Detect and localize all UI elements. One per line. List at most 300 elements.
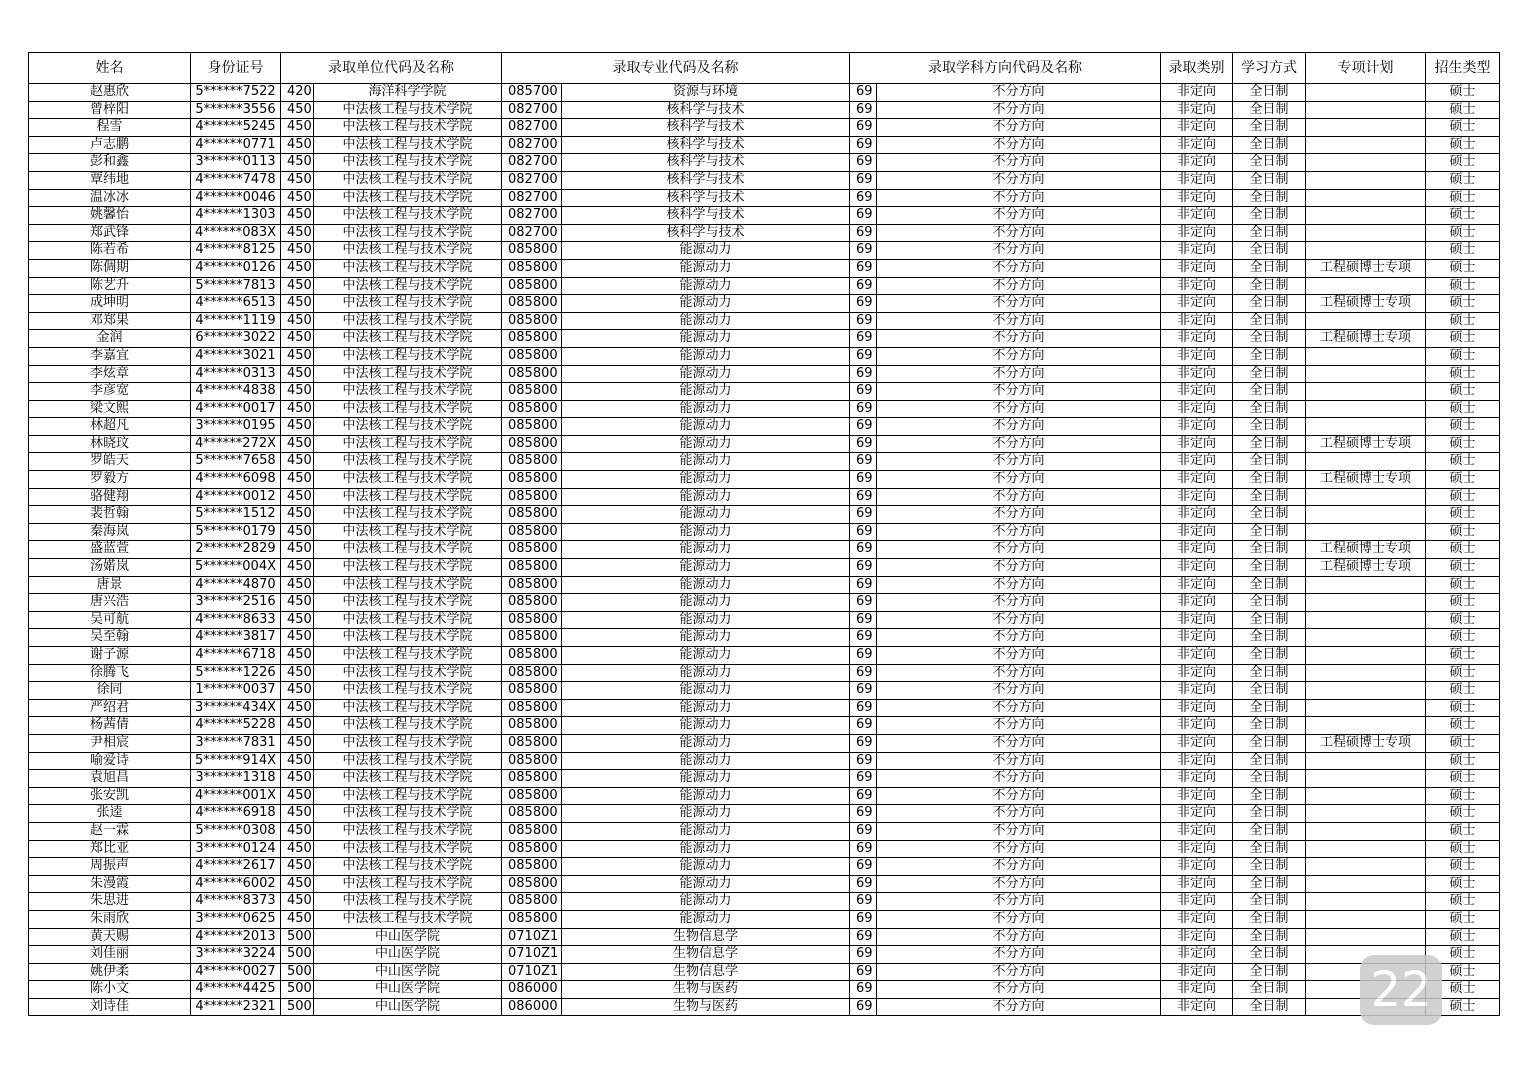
cell-name: 梁文熙 [29, 400, 191, 418]
table-row [29, 840, 1500, 858]
cell-major-name: 能源动力 [562, 559, 850, 577]
cell-study-mode: 全日制 [1233, 805, 1306, 823]
cell-id-number: 4******4870 [191, 576, 281, 594]
cell-name: 姚伊柔 [29, 963, 191, 981]
cell-special-plan [1306, 840, 1426, 858]
cell-direction-name: 不分方向 [877, 647, 1161, 665]
cell-unit-code: 450 [281, 312, 314, 330]
cell-unit-name: 中法核工程与技术学院 [314, 717, 502, 735]
cell-unit-code: 450 [281, 330, 314, 348]
cell-direction-code: 69 [850, 840, 877, 858]
cell-category: 非定向 [1161, 787, 1233, 805]
cell-major-code: 085800 [502, 506, 562, 524]
cell-id-number: 3******0124 [191, 840, 281, 858]
cell-direction-name: 不分方向 [877, 981, 1161, 999]
cell-name: 刘诗佳 [29, 998, 191, 1016]
cell-major-code: 085800 [502, 805, 562, 823]
cell-direction-code: 69 [850, 224, 877, 242]
table-row [29, 312, 1500, 330]
cell-unit-name: 中法核工程与技术学院 [314, 119, 502, 137]
cell-id-number: 5******3556 [191, 101, 281, 119]
cell-enroll-type: 硕士 [1426, 418, 1500, 436]
cell-name: 骆健翔 [29, 488, 191, 506]
cell-special-plan [1306, 576, 1426, 594]
cell-unit-code: 450 [281, 734, 314, 752]
cell-special-plan [1306, 787, 1426, 805]
header-unit: 录取单位代码及名称 [281, 53, 502, 84]
table-row [29, 418, 1500, 436]
cell-unit-name: 中法核工程与技术学院 [314, 171, 502, 189]
cell-major-code: 085800 [502, 910, 562, 928]
cell-unit-name: 中法核工程与技术学院 [314, 664, 502, 682]
cell-id-number: 1******0037 [191, 682, 281, 700]
cell-unit-name: 中山医学院 [314, 981, 502, 999]
cell-enroll-type: 硕士 [1426, 435, 1500, 453]
table-row [29, 875, 1500, 893]
cell-study-mode: 全日制 [1233, 858, 1306, 876]
cell-study-mode: 全日制 [1233, 365, 1306, 383]
cell-direction-name: 不分方向 [877, 699, 1161, 717]
cell-unit-code: 450 [281, 875, 314, 893]
cell-category: 非定向 [1161, 242, 1233, 260]
cell-major-code: 082700 [502, 154, 562, 172]
table-row [29, 277, 1500, 295]
cell-category: 非定向 [1161, 594, 1233, 612]
cell-direction-name: 不分方向 [877, 822, 1161, 840]
table-row [29, 858, 1500, 876]
cell-direction-code: 69 [850, 277, 877, 295]
cell-id-number: 4******6513 [191, 295, 281, 313]
cell-major-code: 085800 [502, 594, 562, 612]
cell-name: 朱雨欣 [29, 910, 191, 928]
cell-unit-name: 中法核工程与技术学院 [314, 506, 502, 524]
cell-major-name: 能源动力 [562, 752, 850, 770]
cell-major-code: 085800 [502, 787, 562, 805]
cell-unit-code: 450 [281, 365, 314, 383]
cell-enroll-type: 硕士 [1426, 347, 1500, 365]
cell-study-mode: 全日制 [1233, 277, 1306, 295]
cell-direction-code: 69 [850, 84, 877, 102]
cell-major-name: 核科学与技术 [562, 101, 850, 119]
cell-special-plan [1306, 682, 1426, 700]
table-row [29, 928, 1500, 946]
cell-major-code: 086000 [502, 998, 562, 1016]
cell-study-mode: 全日制 [1233, 453, 1306, 471]
cell-unit-name: 中法核工程与技术学院 [314, 295, 502, 313]
cell-unit-code: 450 [281, 435, 314, 453]
cell-study-mode: 全日制 [1233, 400, 1306, 418]
cell-name: 吴至翰 [29, 629, 191, 647]
cell-study-mode: 全日制 [1233, 629, 1306, 647]
cell-special-plan [1306, 119, 1426, 137]
cell-major-name: 能源动力 [562, 418, 850, 436]
cell-direction-code: 69 [850, 312, 877, 330]
cell-unit-name: 海洋科学学院 [314, 84, 502, 102]
cell-unit-code: 450 [281, 787, 314, 805]
cell-direction-name: 不分方向 [877, 682, 1161, 700]
cell-special-plan [1306, 136, 1426, 154]
table-row [29, 383, 1500, 401]
cell-category: 非定向 [1161, 998, 1233, 1016]
cell-enroll-type: 硕士 [1426, 84, 1500, 102]
cell-major-code: 085800 [502, 418, 562, 436]
cell-unit-name: 中法核工程与技术学院 [314, 189, 502, 207]
cell-direction-name: 不分方向 [877, 928, 1161, 946]
cell-direction-name: 不分方向 [877, 418, 1161, 436]
cell-study-mode: 全日制 [1233, 119, 1306, 137]
cell-major-code: 086000 [502, 981, 562, 999]
cell-unit-code: 500 [281, 981, 314, 999]
cell-unit-code: 450 [281, 576, 314, 594]
cell-enroll-type: 硕士 [1426, 453, 1500, 471]
cell-enroll-type: 硕士 [1426, 400, 1500, 418]
cell-unit-code: 450 [281, 383, 314, 401]
cell-unit-name: 中法核工程与技术学院 [314, 453, 502, 471]
cell-direction-name: 不分方向 [877, 611, 1161, 629]
cell-major-name: 生物信息学 [562, 963, 850, 981]
cell-study-mode: 全日制 [1233, 259, 1306, 277]
cell-major-name: 能源动力 [562, 330, 850, 348]
cell-study-mode: 全日制 [1233, 787, 1306, 805]
cell-direction-code: 69 [850, 576, 877, 594]
cell-major-name: 核科学与技术 [562, 224, 850, 242]
table-row [29, 893, 1500, 911]
cell-direction-name: 不分方向 [877, 770, 1161, 788]
table-row [29, 963, 1500, 981]
cell-enroll-type: 硕士 [1426, 770, 1500, 788]
cell-direction-name: 不分方向 [877, 946, 1161, 964]
cell-unit-name: 中法核工程与技术学院 [314, 805, 502, 823]
cell-unit-code: 450 [281, 136, 314, 154]
cell-id-number: 5******7658 [191, 453, 281, 471]
cell-direction-code: 69 [850, 523, 877, 541]
cell-direction-name: 不分方向 [877, 805, 1161, 823]
cell-name: 张逵 [29, 805, 191, 823]
cell-special-plan: 工程硕博士专项 [1306, 541, 1426, 559]
table-row [29, 682, 1500, 700]
cell-special-plan [1306, 84, 1426, 102]
cell-major-name: 生物信息学 [562, 928, 850, 946]
cell-special-plan [1306, 365, 1426, 383]
table-row [29, 330, 1500, 348]
cell-direction-code: 69 [850, 752, 877, 770]
cell-name: 唐兴浩 [29, 594, 191, 612]
cell-major-name: 能源动力 [562, 541, 850, 559]
cell-unit-code: 450 [281, 154, 314, 172]
cell-direction-name: 不分方向 [877, 224, 1161, 242]
table-row [29, 752, 1500, 770]
cell-unit-name: 中法核工程与技术学院 [314, 858, 502, 876]
cell-direction-name: 不分方向 [877, 594, 1161, 612]
cell-direction-code: 69 [850, 541, 877, 559]
cell-study-mode: 全日制 [1233, 471, 1306, 489]
cell-enroll-type: 硕士 [1426, 699, 1500, 717]
cell-study-mode: 全日制 [1233, 207, 1306, 225]
cell-id-number: 3******3224 [191, 946, 281, 964]
cell-enroll-type: 硕士 [1426, 682, 1500, 700]
cell-category: 非定向 [1161, 207, 1233, 225]
cell-category: 非定向 [1161, 347, 1233, 365]
cell-major-code: 085800 [502, 383, 562, 401]
cell-direction-name: 不分方向 [877, 752, 1161, 770]
cell-unit-code: 450 [281, 347, 314, 365]
cell-major-code: 082700 [502, 224, 562, 242]
cell-name: 曾梓阳 [29, 101, 191, 119]
cell-major-code: 082700 [502, 189, 562, 207]
cell-unit-code: 450 [281, 207, 314, 225]
cell-category: 非定向 [1161, 963, 1233, 981]
cell-study-mode: 全日制 [1233, 171, 1306, 189]
cell-unit-code: 500 [281, 963, 314, 981]
cell-category: 非定向 [1161, 365, 1233, 383]
cell-direction-code: 69 [850, 295, 877, 313]
cell-enroll-type: 硕士 [1426, 629, 1500, 647]
table-row [29, 189, 1500, 207]
cell-major-code: 085800 [502, 840, 562, 858]
cell-name: 李炫章 [29, 365, 191, 383]
cell-unit-name: 中法核工程与技术学院 [314, 734, 502, 752]
table-row [29, 541, 1500, 559]
cell-unit-name: 中法核工程与技术学院 [314, 699, 502, 717]
cell-category: 非定向 [1161, 488, 1233, 506]
cell-enroll-type: 硕士 [1426, 101, 1500, 119]
cell-unit-code: 450 [281, 840, 314, 858]
cell-category: 非定向 [1161, 822, 1233, 840]
cell-category: 非定向 [1161, 734, 1233, 752]
cell-enroll-type: 硕士 [1426, 119, 1500, 137]
table-row [29, 488, 1500, 506]
cell-enroll-type: 硕士 [1426, 594, 1500, 612]
cell-study-mode: 全日制 [1233, 840, 1306, 858]
cell-study-mode: 全日制 [1233, 752, 1306, 770]
cell-direction-code: 69 [850, 242, 877, 260]
cell-name: 卢志鹏 [29, 136, 191, 154]
table-row [29, 717, 1500, 735]
cell-id-number: 4******6098 [191, 471, 281, 489]
cell-unit-name: 中法核工程与技术学院 [314, 611, 502, 629]
cell-direction-name: 不分方向 [877, 435, 1161, 453]
cell-id-number: 4******1119 [191, 312, 281, 330]
cell-study-mode: 全日制 [1233, 224, 1306, 242]
cell-unit-name: 中法核工程与技术学院 [314, 277, 502, 295]
cell-major-code: 085800 [502, 893, 562, 911]
cell-direction-code: 69 [850, 875, 877, 893]
cell-study-mode: 全日制 [1233, 963, 1306, 981]
cell-special-plan [1306, 207, 1426, 225]
cell-study-mode: 全日制 [1233, 928, 1306, 946]
cell-category: 非定向 [1161, 805, 1233, 823]
cell-id-number: 5******0179 [191, 523, 281, 541]
cell-direction-name: 不分方向 [877, 84, 1161, 102]
cell-id-number: 4******8373 [191, 893, 281, 911]
cell-name: 严绍君 [29, 699, 191, 717]
cell-major-code: 085800 [502, 365, 562, 383]
cell-name: 覃纬地 [29, 171, 191, 189]
cell-unit-name: 中法核工程与技术学院 [314, 347, 502, 365]
cell-direction-code: 69 [850, 822, 877, 840]
cell-id-number: 3******7831 [191, 734, 281, 752]
cell-direction-name: 不分方向 [877, 330, 1161, 348]
cell-unit-code: 450 [281, 541, 314, 559]
cell-enroll-type: 硕士 [1426, 383, 1500, 401]
cell-name: 唐景 [29, 576, 191, 594]
cell-major-code: 085800 [502, 734, 562, 752]
cell-unit-name: 中山医学院 [314, 928, 502, 946]
cell-direction-code: 69 [850, 136, 877, 154]
cell-major-code: 085800 [502, 330, 562, 348]
cell-study-mode: 全日制 [1233, 435, 1306, 453]
cell-category: 非定向 [1161, 259, 1233, 277]
cell-direction-name: 不分方向 [877, 717, 1161, 735]
cell-major-code: 085800 [502, 523, 562, 541]
cell-major-name: 核科学与技术 [562, 171, 850, 189]
cell-major-code: 085800 [502, 770, 562, 788]
cell-major-code: 085800 [502, 699, 562, 717]
cell-direction-name: 不分方向 [877, 541, 1161, 559]
cell-unit-name: 中法核工程与技术学院 [314, 629, 502, 647]
cell-direction-code: 69 [850, 699, 877, 717]
cell-enroll-type: 硕士 [1426, 365, 1500, 383]
cell-major-name: 核科学与技术 [562, 154, 850, 172]
cell-direction-code: 69 [850, 893, 877, 911]
cell-direction-code: 69 [850, 594, 877, 612]
cell-category: 非定向 [1161, 611, 1233, 629]
cell-direction-code: 69 [850, 506, 877, 524]
cell-direction-code: 69 [850, 488, 877, 506]
cell-id-number: 4******0027 [191, 963, 281, 981]
cell-category: 非定向 [1161, 946, 1233, 964]
cell-direction-code: 69 [850, 435, 877, 453]
cell-unit-name: 中法核工程与技术学院 [314, 259, 502, 277]
cell-direction-name: 不分方向 [877, 242, 1161, 260]
cell-id-number: 5******1226 [191, 664, 281, 682]
cell-direction-code: 69 [850, 664, 877, 682]
cell-unit-name: 中法核工程与技术学院 [314, 752, 502, 770]
cell-name: 尹相宸 [29, 734, 191, 752]
cell-direction-name: 不分方向 [877, 858, 1161, 876]
cell-id-number: 3******2516 [191, 594, 281, 612]
cell-name: 温冰冰 [29, 189, 191, 207]
header-name: 姓名 [29, 53, 191, 84]
cell-id-number: 4******8125 [191, 242, 281, 260]
cell-major-name: 能源动力 [562, 805, 850, 823]
cell-major-name: 能源动力 [562, 523, 850, 541]
cell-major-code: 085800 [502, 752, 562, 770]
cell-unit-code: 450 [281, 400, 314, 418]
cell-major-code: 085800 [502, 277, 562, 295]
cell-major-name: 能源动力 [562, 787, 850, 805]
cell-enroll-type: 硕士 [1426, 647, 1500, 665]
cell-category: 非定向 [1161, 981, 1233, 999]
cell-major-name: 能源动力 [562, 312, 850, 330]
cell-unit-code: 450 [281, 910, 314, 928]
cell-study-mode: 全日制 [1233, 488, 1306, 506]
table-row [29, 207, 1500, 225]
cell-name: 罗皓天 [29, 453, 191, 471]
cell-unit-code: 450 [281, 717, 314, 735]
table-row [29, 647, 1500, 665]
cell-unit-code: 450 [281, 471, 314, 489]
cell-enroll-type: 硕士 [1426, 488, 1500, 506]
cell-study-mode: 全日制 [1233, 136, 1306, 154]
cell-major-name: 能源动力 [562, 365, 850, 383]
cell-category: 非定向 [1161, 136, 1233, 154]
cell-direction-code: 69 [850, 119, 877, 137]
cell-unit-code: 450 [281, 822, 314, 840]
cell-major-code: 085800 [502, 453, 562, 471]
cell-special-plan [1306, 189, 1426, 207]
cell-id-number: 4******5228 [191, 717, 281, 735]
cell-id-number: 4******5245 [191, 119, 281, 137]
cell-id-number: 5******1512 [191, 506, 281, 524]
table-row [29, 787, 1500, 805]
cell-unit-name: 中法核工程与技术学院 [314, 330, 502, 348]
cell-direction-name: 不分方向 [877, 488, 1161, 506]
cell-major-name: 核科学与技术 [562, 119, 850, 137]
cell-enroll-type: 硕士 [1426, 611, 1500, 629]
cell-special-plan [1306, 752, 1426, 770]
cell-special-plan [1306, 928, 1426, 946]
cell-special-plan [1306, 242, 1426, 260]
cell-enroll-type: 硕士 [1426, 752, 1500, 770]
cell-id-number: 4******0012 [191, 488, 281, 506]
cell-enroll-type: 硕士 [1426, 224, 1500, 242]
cell-unit-code: 500 [281, 998, 314, 1016]
cell-category: 非定向 [1161, 840, 1233, 858]
cell-special-plan [1306, 101, 1426, 119]
cell-major-name: 能源动力 [562, 576, 850, 594]
cell-study-mode: 全日制 [1233, 682, 1306, 700]
cell-unit-name: 中法核工程与技术学院 [314, 400, 502, 418]
cell-special-plan [1306, 594, 1426, 612]
cell-direction-name: 不分方向 [877, 787, 1161, 805]
cell-enroll-type: 硕士 [1426, 523, 1500, 541]
cell-direction-name: 不分方向 [877, 664, 1161, 682]
cell-unit-name: 中法核工程与技术学院 [314, 101, 502, 119]
cell-name: 郑武锋 [29, 224, 191, 242]
cell-unit-code: 450 [281, 488, 314, 506]
cell-category: 非定向 [1161, 699, 1233, 717]
cell-enroll-type: 硕士 [1426, 242, 1500, 260]
cell-direction-code: 69 [850, 928, 877, 946]
cell-special-plan: 工程硕博士专项 [1306, 471, 1426, 489]
cell-major-name: 能源动力 [562, 734, 850, 752]
cell-unit-name: 中法核工程与技术学院 [314, 559, 502, 577]
cell-major-code: 085800 [502, 822, 562, 840]
table-row [29, 664, 1500, 682]
cell-unit-name: 中法核工程与技术学院 [314, 312, 502, 330]
cell-direction-name: 不分方向 [877, 576, 1161, 594]
cell-direction-code: 69 [850, 365, 877, 383]
cell-major-name: 能源动力 [562, 471, 850, 489]
cell-enroll-type: 硕士 [1426, 171, 1500, 189]
table-row [29, 453, 1500, 471]
cell-major-name: 能源动力 [562, 453, 850, 471]
cell-direction-name: 不分方向 [877, 259, 1161, 277]
cell-name: 陈倜期 [29, 259, 191, 277]
cell-major-code: 082700 [502, 119, 562, 137]
table-row [29, 611, 1500, 629]
cell-id-number: 4******0046 [191, 189, 281, 207]
cell-name: 喻爱诗 [29, 752, 191, 770]
cell-unit-code: 450 [281, 594, 314, 612]
cell-special-plan: 工程硕博士专项 [1306, 259, 1426, 277]
cell-enroll-type: 硕士 [1426, 559, 1500, 577]
cell-direction-code: 69 [850, 400, 877, 418]
cell-category: 非定向 [1161, 277, 1233, 295]
cell-enroll-type: 硕士 [1426, 717, 1500, 735]
cell-unit-name: 中法核工程与技术学院 [314, 488, 502, 506]
